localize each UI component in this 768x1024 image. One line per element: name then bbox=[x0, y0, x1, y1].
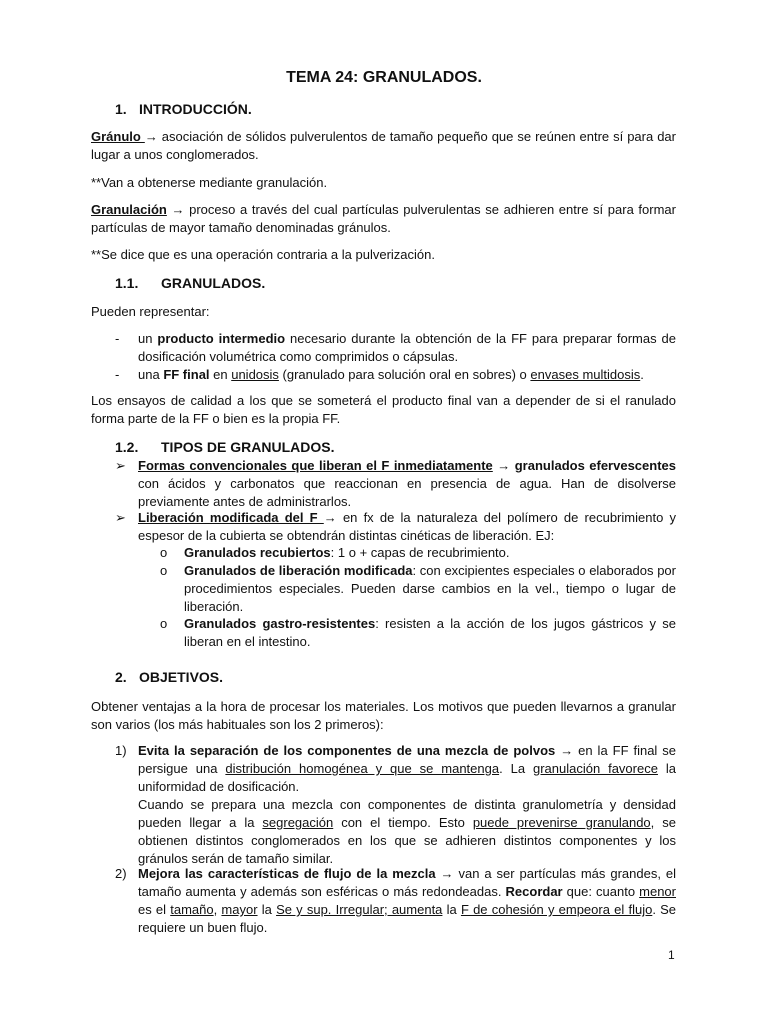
arrow-glyph: → bbox=[144, 129, 158, 144]
list-item-producto-intermedio: un producto intermedio necesario durante la obtención de la FF para preparar formas de dosificación volumétrica como comprimidos o cápsulas. bbox=[138, 331, 676, 364]
paragraph-ensayos: Los ensayos de calidad a los que se someterá el producto final van a depender de si el ranulado forma parte de la FF o bien es la propia FF. bbox=[91, 393, 676, 426]
list-item-mejora-flujo: Mejora las características de flujo de la mezcla → van a ser partículas más grandes, el tamaño aumenta y además son esféricas o más redondeadas. Recordar que: cuanto menor es el tamaño, mayor la Se y sup. Irregular; aumenta la F de cohesión y empeora el flujo. Se requiere un buen flujo. bbox=[138, 866, 677, 935]
circle-bullet-icon: o bbox=[160, 545, 168, 560]
paragraph-pueden: Pueden representar: bbox=[91, 304, 210, 319]
sublist-item-recubiertos: Granulados recubiertos: 1 o + capas de recubrimiento. bbox=[184, 545, 510, 560]
section-number: 2. bbox=[115, 669, 127, 685]
section-heading-objetivos bbox=[115, 669, 223, 685]
list-number: 1) bbox=[115, 743, 127, 758]
section-label: OBJETIVOS. bbox=[139, 669, 224, 685]
list-item-liberacion-modificada: Liberación modificada del F → en fx de la naturaleza del polímero de recubrimiento y espesor de la cubierta se obtendrán distintas cinéticas de liberación. EJ: bbox=[138, 510, 676, 543]
list-item-ff-final: una FF final en unidosis (granulado para solución oral en sobres) o envases multidosis. bbox=[138, 367, 644, 382]
page-number: 1 bbox=[668, 948, 675, 962]
list-item-formas-convencionales: Formas convencionales que liberan el F inmediatamente → granulados efervescentes con ácidos y carbonatos que reaccionan en presencia de agua. Han de disolverse previamente antes de administrarlos. bbox=[138, 458, 676, 509]
subsection-label: TIPOS DE GRANULADOS. bbox=[161, 439, 335, 455]
subsection-label: GRANULADOS. bbox=[161, 275, 266, 291]
circle-bullet-icon: o bbox=[160, 563, 168, 578]
arrow-bullet-icon: ➢ bbox=[115, 510, 126, 525]
dash-marker: - bbox=[115, 331, 120, 346]
section-number: 1. bbox=[115, 101, 127, 117]
list-item-evita-separacion: Evita la separación de los componentes de una mezcla de polvos → en la FF final se persigue una distribución homogénea y que se mantenga. La granulación favorece la uniformidad de dosificación. Cuando se prepara una mezcla con componentes de distinta granulometría y densidad pueden llegar a la segregación con el tiempo. Esto puede prevenirse granulando, se obtienen distintos conglomerados en los que se adhieren distintos componentes y los gránulos serán de tamaño similar. bbox=[138, 743, 676, 866]
note-pulverizacion: **Se dice que es una operación contraria a la pulverización. bbox=[91, 247, 435, 262]
list-number: 2) bbox=[115, 866, 127, 881]
sublist-item-liberacion-modificada: Granulados de liberación modificada: con excipientes especiales o elaborados por procedimientos especiales. Pueden darse cambios en la vel., tiempo o lugar de liberación. bbox=[184, 563, 676, 614]
paragraph-granulacion bbox=[91, 201, 676, 237]
term-granulo: Gránulo bbox=[91, 129, 145, 144]
arrow-glyph: → bbox=[166, 202, 190, 217]
definition-text: asociación de sólidos pulverulentos de tamaño pequeño que se reúnen entre sí para dar lugar a unos conglomerados. bbox=[91, 129, 676, 162]
subsection-number: 1.1. bbox=[115, 275, 139, 291]
document-title: TEMA 24: GRANULADOS. bbox=[286, 69, 482, 86]
term-granulacion: Granulación bbox=[91, 202, 167, 217]
dash-marker: - bbox=[115, 367, 120, 382]
subsection-heading-tipos bbox=[115, 439, 334, 455]
subsection-number: 1.2. bbox=[115, 439, 139, 455]
section-heading-introduccion bbox=[115, 101, 252, 117]
paragraph-obtener: Obtener ventajas a la hora de procesar los materiales. Los motivos que pueden llevarnos a granular son varios (los más habituales son los 2 primeros): bbox=[91, 699, 676, 732]
section-label: INTRODUCCIÓN. bbox=[139, 101, 252, 117]
paragraph-granulo bbox=[91, 128, 676, 164]
note-granulacion: **Van a obtenerse mediante granulación. bbox=[91, 175, 328, 190]
arrow-bullet-icon: ➢ bbox=[115, 458, 126, 473]
circle-bullet-icon: o bbox=[160, 616, 168, 631]
definition-text: proceso a través del cual partículas pulverulentas se adhieren entre sí para formar partículas de mayor tamaño denominadas gránulos. bbox=[91, 202, 676, 235]
subsection-heading-granulados bbox=[115, 275, 265, 291]
sublist-item-gastro-resistentes: Granulados gastro-resistentes: resisten a la acción de los jugos gástricos y se liberan en el intestino. bbox=[184, 616, 676, 649]
